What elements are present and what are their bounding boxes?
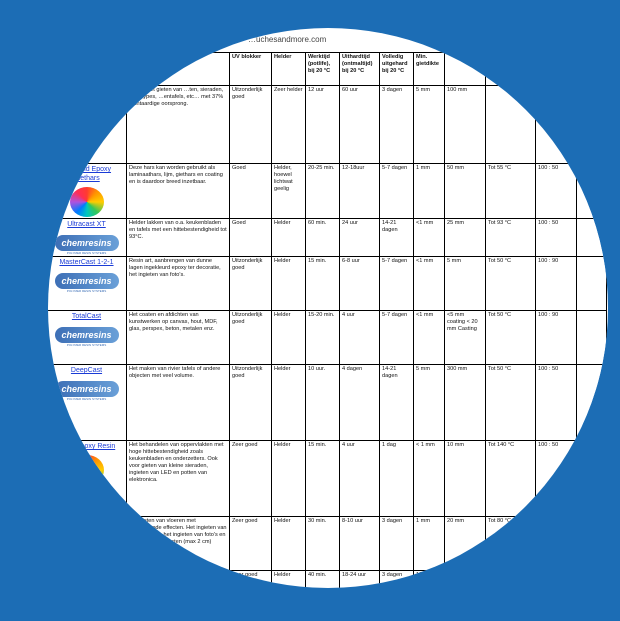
table-cell (445, 571, 486, 589)
table-cell: 3 dagen (380, 571, 414, 589)
table-cell: 1 dag (380, 441, 414, 517)
table-cell: Tot 50 °C (486, 257, 536, 311)
header-cell (536, 53, 577, 86)
table-cell (577, 365, 607, 441)
header-cell: Werktijd (potlife), bij 20 °C (306, 53, 340, 86)
table-cell: 1 mm (414, 164, 445, 219)
table-row (48, 517, 607, 571)
table-cell (577, 571, 607, 589)
table-cell: 20-25 min. (306, 164, 340, 219)
table-cell (577, 219, 607, 257)
table-cell: Tot 50 °C (486, 311, 536, 365)
table-cell: Helder (272, 571, 306, 589)
table-cell: 8-10 uur (340, 517, 380, 571)
table-cell: Tot 55 °C (486, 164, 536, 219)
table-cell: 4 dagen (340, 365, 380, 441)
table-cell: Het behandelen van oppervlakten met hoge hittebestendigheid zoals keukenbladen en onderzetters. Ook voor gieten van kleine sieraden, ingieten van LED en potten van elektronica. (127, 441, 230, 517)
table-cell: 10 uur. (306, 365, 340, 441)
header-cell: epast (127, 53, 230, 86)
table-row (48, 86, 607, 164)
table-cell: 40 min. (306, 571, 340, 589)
table-cell: Uitzonderlijk goed (230, 86, 272, 164)
header-cell (577, 53, 607, 86)
table-cell (536, 571, 577, 589)
table-cell: <1 mm (414, 311, 445, 365)
table-cell: 12 uur (306, 86, 340, 164)
table-cell: Zeer goed (230, 517, 272, 571)
table-cell: Helder (272, 441, 306, 517)
table-cell: 4 uur (340, 441, 380, 517)
table-cell: Helder (272, 311, 306, 365)
table-cell: Zeer goed (230, 571, 272, 589)
table-cell: Zeer goed (230, 441, 272, 517)
table-cell: 5 mm (414, 365, 445, 441)
table-cell: Helder (272, 219, 306, 257)
table-cell: 14-21 dagen (380, 365, 414, 441)
table-cell: 50 mm (445, 164, 486, 219)
table-cell: 60 uur (340, 86, 380, 164)
logo-tagline: POLYMER RESIN SYSTEMS (66, 343, 107, 347)
product-cell (48, 441, 127, 517)
logo-tagline: POLYMER RESIN SYSTEMS (66, 397, 107, 401)
table-cell: 100 : 90 (536, 311, 577, 365)
table-cell: <1 mm (414, 257, 445, 311)
table-cell: 100 : 50 (536, 219, 577, 257)
table-cell: 15 min. (306, 257, 340, 311)
table-cell: Helder (272, 365, 306, 441)
table-cell: Goed (230, 219, 272, 257)
table-cell: < 1 mm (414, 441, 445, 517)
table-cell: 20 mm (445, 517, 486, 571)
table-cell: 25 mm (445, 219, 486, 257)
product-link[interactable]: …HT Epoxy Resin (57, 443, 116, 450)
table-cell: 18-24 uur (340, 571, 380, 589)
table-cell: 4 uur (340, 311, 380, 365)
table-cell (577, 517, 607, 571)
table-cell (577, 441, 607, 517)
table-cell: Uitzonderlijk goed (230, 257, 272, 311)
table-cell: 12-18uur (340, 164, 380, 219)
table-cell: 60 min. (306, 219, 340, 257)
table-cell: 100 : 90 (536, 257, 577, 311)
header-cell: Min. gietdikte (414, 53, 445, 86)
product-cell (48, 311, 127, 365)
table-cell: 15 min. (306, 441, 340, 517)
table-cell: 1 mm (414, 517, 445, 571)
table-cell: Goed (230, 164, 272, 219)
table-row (48, 365, 607, 441)
header-cell: UV blokker (230, 53, 272, 86)
table-cell (536, 86, 577, 164)
product-cell (48, 257, 127, 311)
table-cell: 5-7 dagen (380, 311, 414, 365)
header-cell: Uithardtijd (ontmaltijd) bij 20 °C (340, 53, 380, 86)
chemresins-logo: chemresins (55, 381, 119, 397)
header-cell (48, 53, 127, 86)
table-cell: Helder (272, 257, 306, 311)
logo-tagline: POLYMER RESIN SYSTEMS (66, 289, 107, 293)
table-cell: Deze hars kan worden gebruikt als laminaathars, lijm, giethars en coating en is daardoor breed inzetbaar. (127, 164, 230, 219)
table-cell (577, 86, 607, 164)
table-cell: 5 mm (445, 257, 486, 311)
resin-comparison-table (48, 52, 607, 588)
table-cell: Uitzonderlijk goed (230, 311, 272, 365)
table-cell (127, 571, 230, 589)
table-header-row (48, 53, 607, 86)
circular-frame (48, 28, 608, 588)
table-cell: Helder, hoewel lichtwat geelig (272, 164, 306, 219)
table-row (48, 571, 607, 589)
table-cell: Helder (272, 517, 306, 571)
table-cell (486, 86, 536, 164)
table-cell: Het maken van rivier tafels of andere objecten met veel volume. (127, 365, 230, 441)
header-cell (445, 53, 486, 86)
product-link[interactable]: Ultracast XT (67, 221, 106, 228)
table-cell (536, 517, 577, 571)
table-cell: Tot 50 °C (486, 365, 536, 441)
table-cell: Tot 140 °C (486, 441, 536, 517)
product-link[interactable]: DeepCast (70, 367, 103, 374)
table-cell: Tot 80 °C (486, 517, 536, 571)
table-cell: 10 mm (414, 571, 445, 589)
table-cell: 10 mm (445, 441, 486, 517)
table-cell (577, 164, 607, 219)
table-cell: Het gieten van vloeren met verschillende effecten. Het ingieten van kunstwerken, het ingieten van foto's en ingieten van objecten (max 2 cm) (127, 517, 230, 571)
table-cell: 100 : 50 (536, 164, 577, 219)
table-cell: 15-20 min. (306, 311, 340, 365)
product-cell (48, 219, 127, 257)
spec-sheet (48, 28, 608, 588)
color-burst-icon (70, 455, 104, 485)
header-cell: Volledig uitgehard bij 20 °C (380, 53, 414, 86)
product-link[interactable]: MasterCast 1-2-1 (59, 259, 114, 266)
table-cell: Het coaten en afdichten van kunstwerken op canvas, hout, MDF, glas, perspex, beton, metalen enz. (127, 311, 230, 365)
product-cell (48, 517, 127, 571)
product-link[interactable]: …Round Epoxy Giethars (61, 166, 112, 182)
table-cell: 5-7 dagen (380, 164, 414, 219)
table-cell: <5 mm coating < 20 mm Casting (445, 311, 486, 365)
header-cell: Helder (272, 53, 306, 86)
product-cell (48, 571, 127, 589)
table-row (48, 219, 607, 257)
table-cell: <1 mm (414, 219, 445, 257)
table-cell (577, 311, 607, 365)
product-cell (48, 164, 127, 219)
header-cell (486, 53, 536, 86)
logo-tagline: POLYMER RESIN SYSTEMS (66, 251, 107, 255)
table-cell: Tot 93 °C (486, 219, 536, 257)
color-burst-icon (70, 105, 104, 135)
source-url: …uchesandmore.com (248, 35, 327, 44)
table-cell: …voor het gieten van …ten, sieraden, prototypes, …entafels, etc… met 37% plantaardige oorsprong. (127, 86, 230, 164)
table-cell: 100 mm (445, 86, 486, 164)
product-link[interactable]: TotalCast (71, 313, 102, 320)
chemresins-logo: chemresins (55, 273, 119, 289)
table-cell: 3 dagen (380, 86, 414, 164)
table-cell (486, 571, 536, 589)
table-row (48, 164, 607, 219)
table-cell: 24 uur (340, 219, 380, 257)
table-cell: 5 mm (414, 86, 445, 164)
table-cell: Resin art, aanbrengen van dunne lagen ingekleurd epoxy ter decoratie, het ingieten van foto's. (127, 257, 230, 311)
color-burst-icon (70, 187, 104, 217)
table-row (48, 257, 607, 311)
product-cell (48, 365, 127, 441)
table-row (48, 441, 607, 517)
chemresins-logo: chemresins (55, 235, 119, 251)
table-cell: 300 mm (445, 365, 486, 441)
table-cell (577, 257, 607, 311)
table-cell: Helder lakken van o.a. keukenbladen en tafels met een hittebestendigheid tot 93°C. (127, 219, 230, 257)
table-cell: 14-21 dagen (380, 219, 414, 257)
table-cell: 100 : 50 (536, 441, 577, 517)
chemresins-logo: chemresins (55, 327, 119, 343)
table-cell: 100 : 50 (536, 365, 577, 441)
table-cell: 6-8 uur (340, 257, 380, 311)
table-cell: 5-7 dagen (380, 257, 414, 311)
table-cell: Zeer helder (272, 86, 306, 164)
table-cell: 3 dagen (380, 517, 414, 571)
product-cell (48, 86, 127, 164)
table-row (48, 311, 607, 365)
table-cell: 30 min. (306, 517, 340, 571)
table-cell: Uitzonderlijk goed (230, 365, 272, 441)
